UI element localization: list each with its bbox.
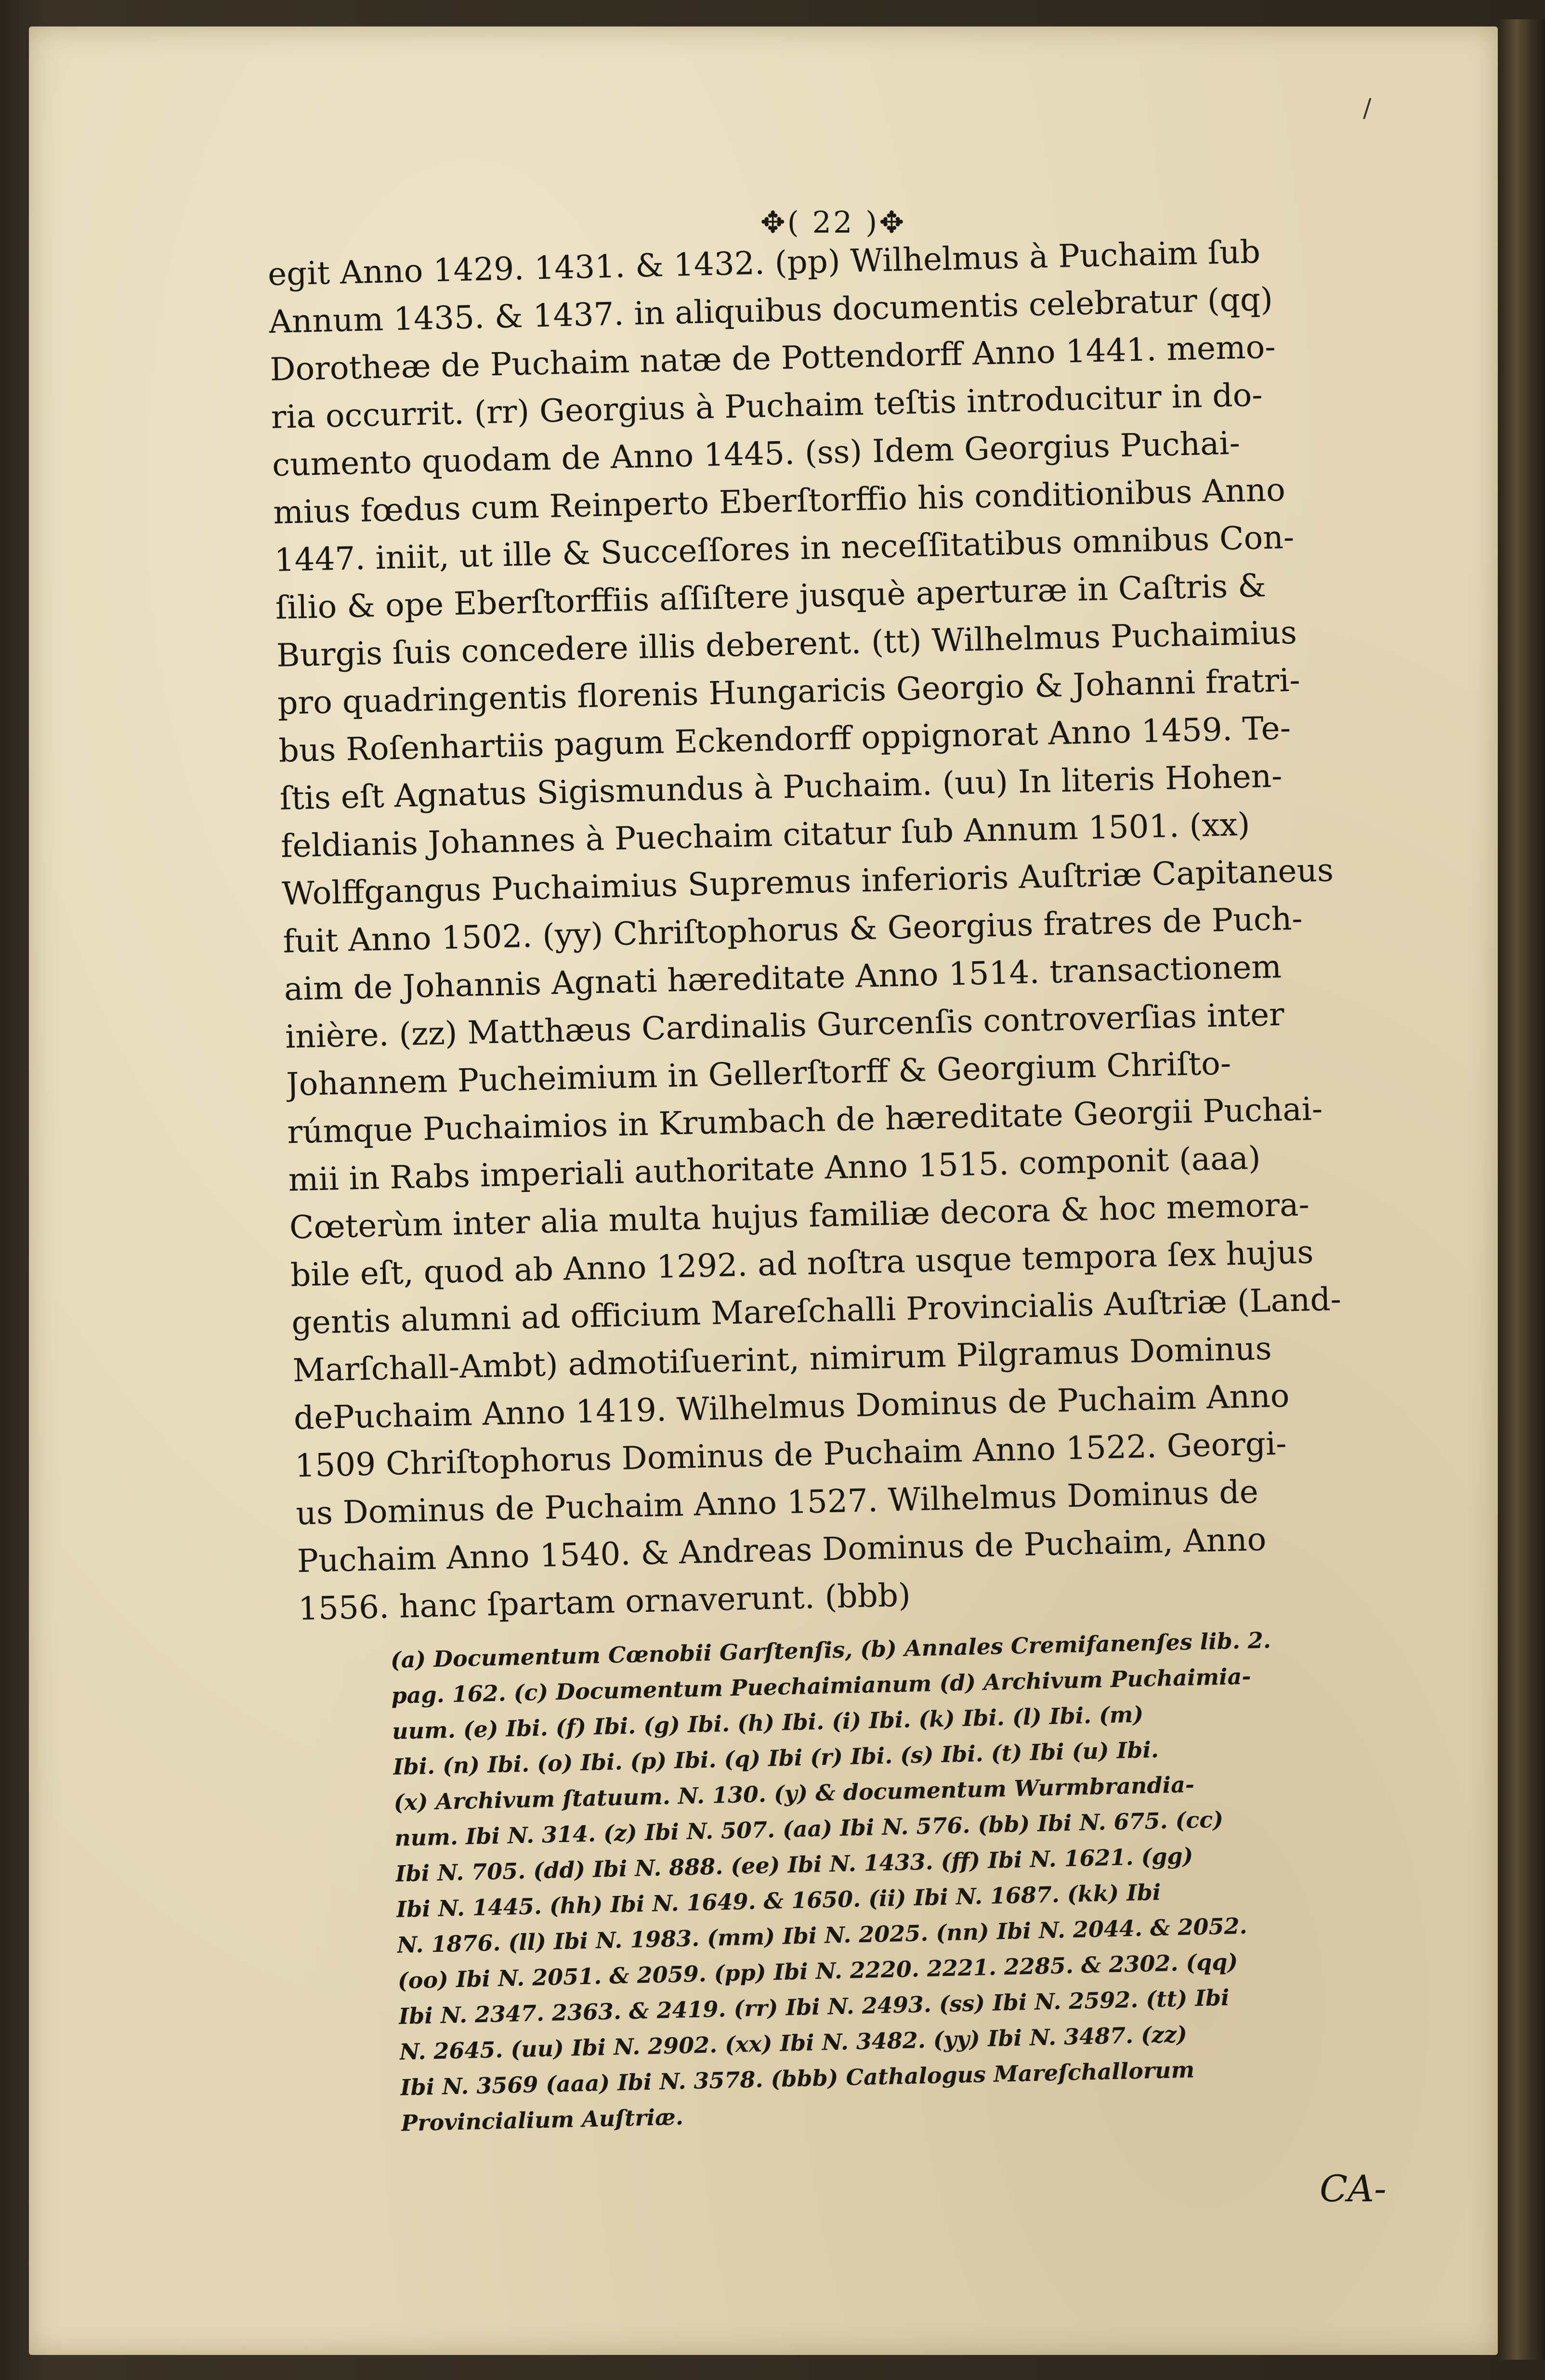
text-line: mius fœdus cum Reinperto Eberſtorffio his conditionibus Anno (273, 471, 1286, 531)
footnote-line: N. 1876. (ll) Ibi N. 1983. (mm) Ibi N. 2025. (nn) Ibi N. 2044. & 2052. (396, 1912, 1248, 1958)
text-line: 1447. iniit, ut ille & Succeſſores in neceſſitatibus omnibus Con- (274, 518, 1295, 579)
text-line: dePuchaim Anno 1419. Wilhelmus Dominus de Puchaim Anno (293, 1377, 1290, 1437)
text-line: gentis alumni ad officium Mareſchalli Provincialis Auſtriæ (Land- (291, 1280, 1342, 1342)
text-line: Marſchall-Ambt) admotiſuerint, nimirum Pilgramus Dominus (292, 1330, 1272, 1389)
text-line: fuit Anno 1502. (yy) Chriſtophorus & Georgius fratres de Puch- (282, 900, 1303, 960)
catchword: CA- (1320, 2167, 1387, 2210)
text-line: Annum 1435. & 1437. in aliquibus documentis celebratur (qq) (268, 280, 1273, 340)
footnote-line: N. 2645. (uu) Ibi N. 2902. (xx) Ibi N. 3482. (yy) Ibi N. 3487. (zz) (399, 2021, 1188, 2065)
text-line: Cœterùm inter alia multa hujus familiæ decora & hoc memora- (289, 1186, 1310, 1246)
text-line: bus Roſenhartiis pagum Eckendorff oppignorat Anno 1459. Te- (278, 709, 1291, 770)
text-line: feldianis Johannes à Puechaim citatur ſub Annum 1501. (xx) (280, 806, 1251, 865)
text-line: Burgis ſuis concedere illis deberent. (tt) Wilhelmus Puchaimius (276, 614, 1297, 674)
text-line: ria occurrit. (rr) Georgius à Puchaim teſtis introducitur in do- (270, 376, 1263, 436)
text-line: bile eſt, quod ab Anno 1292. ad noſtra usque tempora ſex hujus (290, 1233, 1314, 1294)
footnote-line: (x) Archivum ſtatuum. N. 130. (y) & documentum Wurmbrandia- (393, 1771, 1195, 1816)
text-line: pro quadringentis florenis Hungaricis Georgio & Johanni fratri- (277, 661, 1301, 722)
footnote-line: Ibi N. 705. (dd) Ibi N. 888. (ee) Ibi N. 1433. (ff) Ibi N. 1621. (gg) (395, 1843, 1193, 1887)
footnote-line: (a) Documentum Cœnobii Garſtenſis, (b) Annales Cremifanenſes lib. 2. (390, 1627, 1271, 1673)
text-line: ſtis eſt Agnatus Sigismundus à Puchaim. (uu) In literis Hohen- (279, 757, 1283, 817)
footnote-line: Ibi N. 1445. (hh) Ibi N. 1649. & 1650. (ii) Ibi N. 1687. (kk) Ibi (395, 1879, 1161, 1922)
footnote-line: Ibi. (n) Ibi. (o) Ibi. (p) Ibi. (q) Ibi (r) Ibi. (s) Ibi. (t) Ibi (u) Ibi. (393, 1736, 1159, 1780)
text-line: mii in Rabs imperiali authoritate Anno 1515. componit (aaa) (288, 1139, 1261, 1199)
footnote-line: uum. (e) Ibi. (f) Ibi. (g) Ibi. (h) Ibi. (i) Ibi. (k) Ibi. (l) Ibi. (m) (392, 1701, 1144, 1744)
book-spine (1498, 19, 1545, 2360)
page-number: ✥( 22 )✥ (760, 205, 906, 240)
text-line: 1556. hanc ſpartam ornaverunt. (bbb) (298, 1576, 911, 1628)
footnote-line: (oo) Ibi N. 2051. & 2059. (pp) Ibi N. 2220. 2221. 2285. & 2302. (qq) (397, 1948, 1238, 1994)
text-line: egit Anno 1429. 1431. & 1432. (pp) Wilhelmus à Puchaim ſub (267, 233, 1261, 293)
footnote-line: pag. 162. (c) Documentum Puechaimianum (d) Archivum Puchaimia- (391, 1663, 1252, 1709)
text-line: Puchaim Anno 1540. & Andreas Dominus de Puchaim, Anno (296, 1520, 1267, 1580)
corner-mark: / (1363, 94, 1372, 123)
text-line: Dorotheæ de Puchaim natæ de Pottendorff Anno 1441. memo- (269, 328, 1276, 388)
text-line: 1509 Chriſtophorus Dominus de Puchaim Anno 1522. Georgi- (294, 1425, 1287, 1485)
text-line: aim de Johannis Agnati hæreditate Anno 1514. transactionem (283, 948, 1282, 1008)
footnote-line: Provincialium Auſtriæ. (401, 2104, 684, 2136)
footnote-line: Ibi N. 2347. 2363. & 2419. (rr) Ibi N. 2493. (ss) Ibi N. 2592. (tt) Ibi (398, 1984, 1230, 2029)
footnotes (390, 1619, 1413, 2141)
main-text (267, 225, 1421, 1633)
text-line: inière. (zz) Matthæus Cardinalis Gurcenſis controverſias inter (285, 995, 1285, 1056)
footnote-line: Ibi N. 3569 (aaa) Ibi N. 3578. (bbb) Cathalogus Mareſchallorum (400, 2056, 1195, 2101)
text-line: rúmque Puchaimios in Krumbach de hæreditate Georgii Puchai- (287, 1090, 1323, 1151)
footnote-line: num. Ibi N. 314. (z) Ibi N. 507. (aa) Ibi N. 576. (bb) Ibi N. 675. (cc) (394, 1806, 1224, 1851)
text-line: Johannem Pucheimium in Gellerſtorff & Georgium Chriſto- (286, 1045, 1231, 1103)
text-line: Wolffgangus Puchaimius Supremus inferioris Auſtriæ Capitaneus (281, 851, 1334, 913)
text-line: us Dominus de Puchaim Anno 1527. Wilhelmus Dominus de (295, 1473, 1259, 1532)
text-line: ſilio & ope Eberſtorffiis aſſiſtere jusquè aperturæ in Caſtris & (275, 567, 1267, 627)
text-line: cumento quodam de Anno 1445. (ss) Idem Georgius Puchai- (272, 424, 1241, 484)
